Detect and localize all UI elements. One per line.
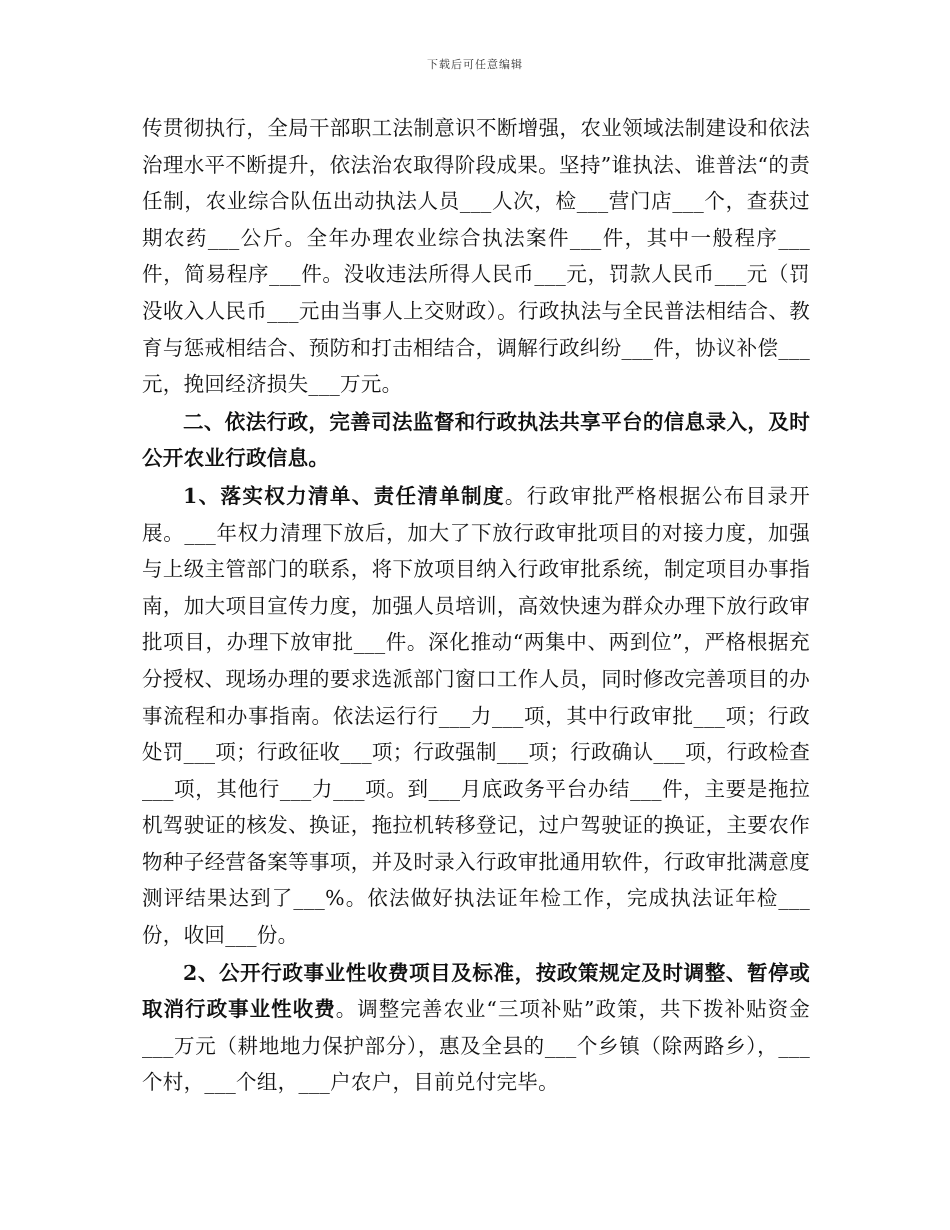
paragraph-item-1 [142,478,810,954]
item-1-lead: 1、落实权力清单、责任清单制度 [183,483,505,508]
document-body [142,110,810,1101]
paragraph-item-2 [142,955,810,1101]
section-heading: 二、依法行政，完善司法监督和行政执法共享平台的信息录入，及时公开农业行政信息。 [142,409,810,471]
item-1-body: 。行政审批严格根据公布目录开展。___年权力清理下放后，加大了下放行政审批项目的对接力度，加强与上级主管部门的联系，将下放项目纳入行政审批系统，制定项目办事指南，加大项目宣传力度，加强人员培训，高效快速为群众办理下放行政审批项目，办理下放审批___件。深化推动“两集中、两到位”，严格根据充分授权、现场办理的要求选派部门窗口工作人员，同时修改完善项目的办事流程和办事指南。依法运行行___力___项，其中行政审批___项；行政处罚___项；行政征收___项；行政强制___项；行政确认___项，行政检查___项，其他行___力___项。到___月底政务平台办结___件，主要是拖拉机驾驶证的核发、换证，拖拉机转移登记，过户驾驶证的换证，主要农作物种子经营备案等事项，并及时录入行政审批通用软件，行政审批满意度测评结果达到了___%。依法做好执法证年检工作，完成执法证年检___份，收回___份。 [142,483,811,948]
paragraph-continuation: 传贯彻执行，全局干部职工法制意识不断增强，农业领域法制建设和依法治理水平不断提升，依法治农取得阶段成果。坚持”谁执法、谁普法“的责任制，农业综合队伍出动执法人员___人次，检___营门店___个，查获过期农药___公斤。全年办理农业综合执法案件___件，其中一般程序___件，简易程序___件。没收违法所得人民币___元，罚款人民币___元（罚没收入人民币___元由当事人上交财政）。行政执法与全民普法相结合、教育与惩戒相结合、预防和打击相结合，调解行政纠纷___件，协议补偿___元，挽回经济损失___万元。 [142,116,810,397]
page-header: 下载后可任意编辑 [427,58,523,71]
item-2-body: 。调整完善农业“三项补贴”政策，共下拨补贴资金___万元（耕地地力保护部分），惠及全县的___个乡镇（除两路乡），___个村，___个组，___户农户，目前兑付完毕。 [142,997,811,1095]
item-2-lead: 2、公开行政事业性收费项目及标准，按政策规定及时调整、暂停或取消行政事业性收费 [142,960,810,1022]
